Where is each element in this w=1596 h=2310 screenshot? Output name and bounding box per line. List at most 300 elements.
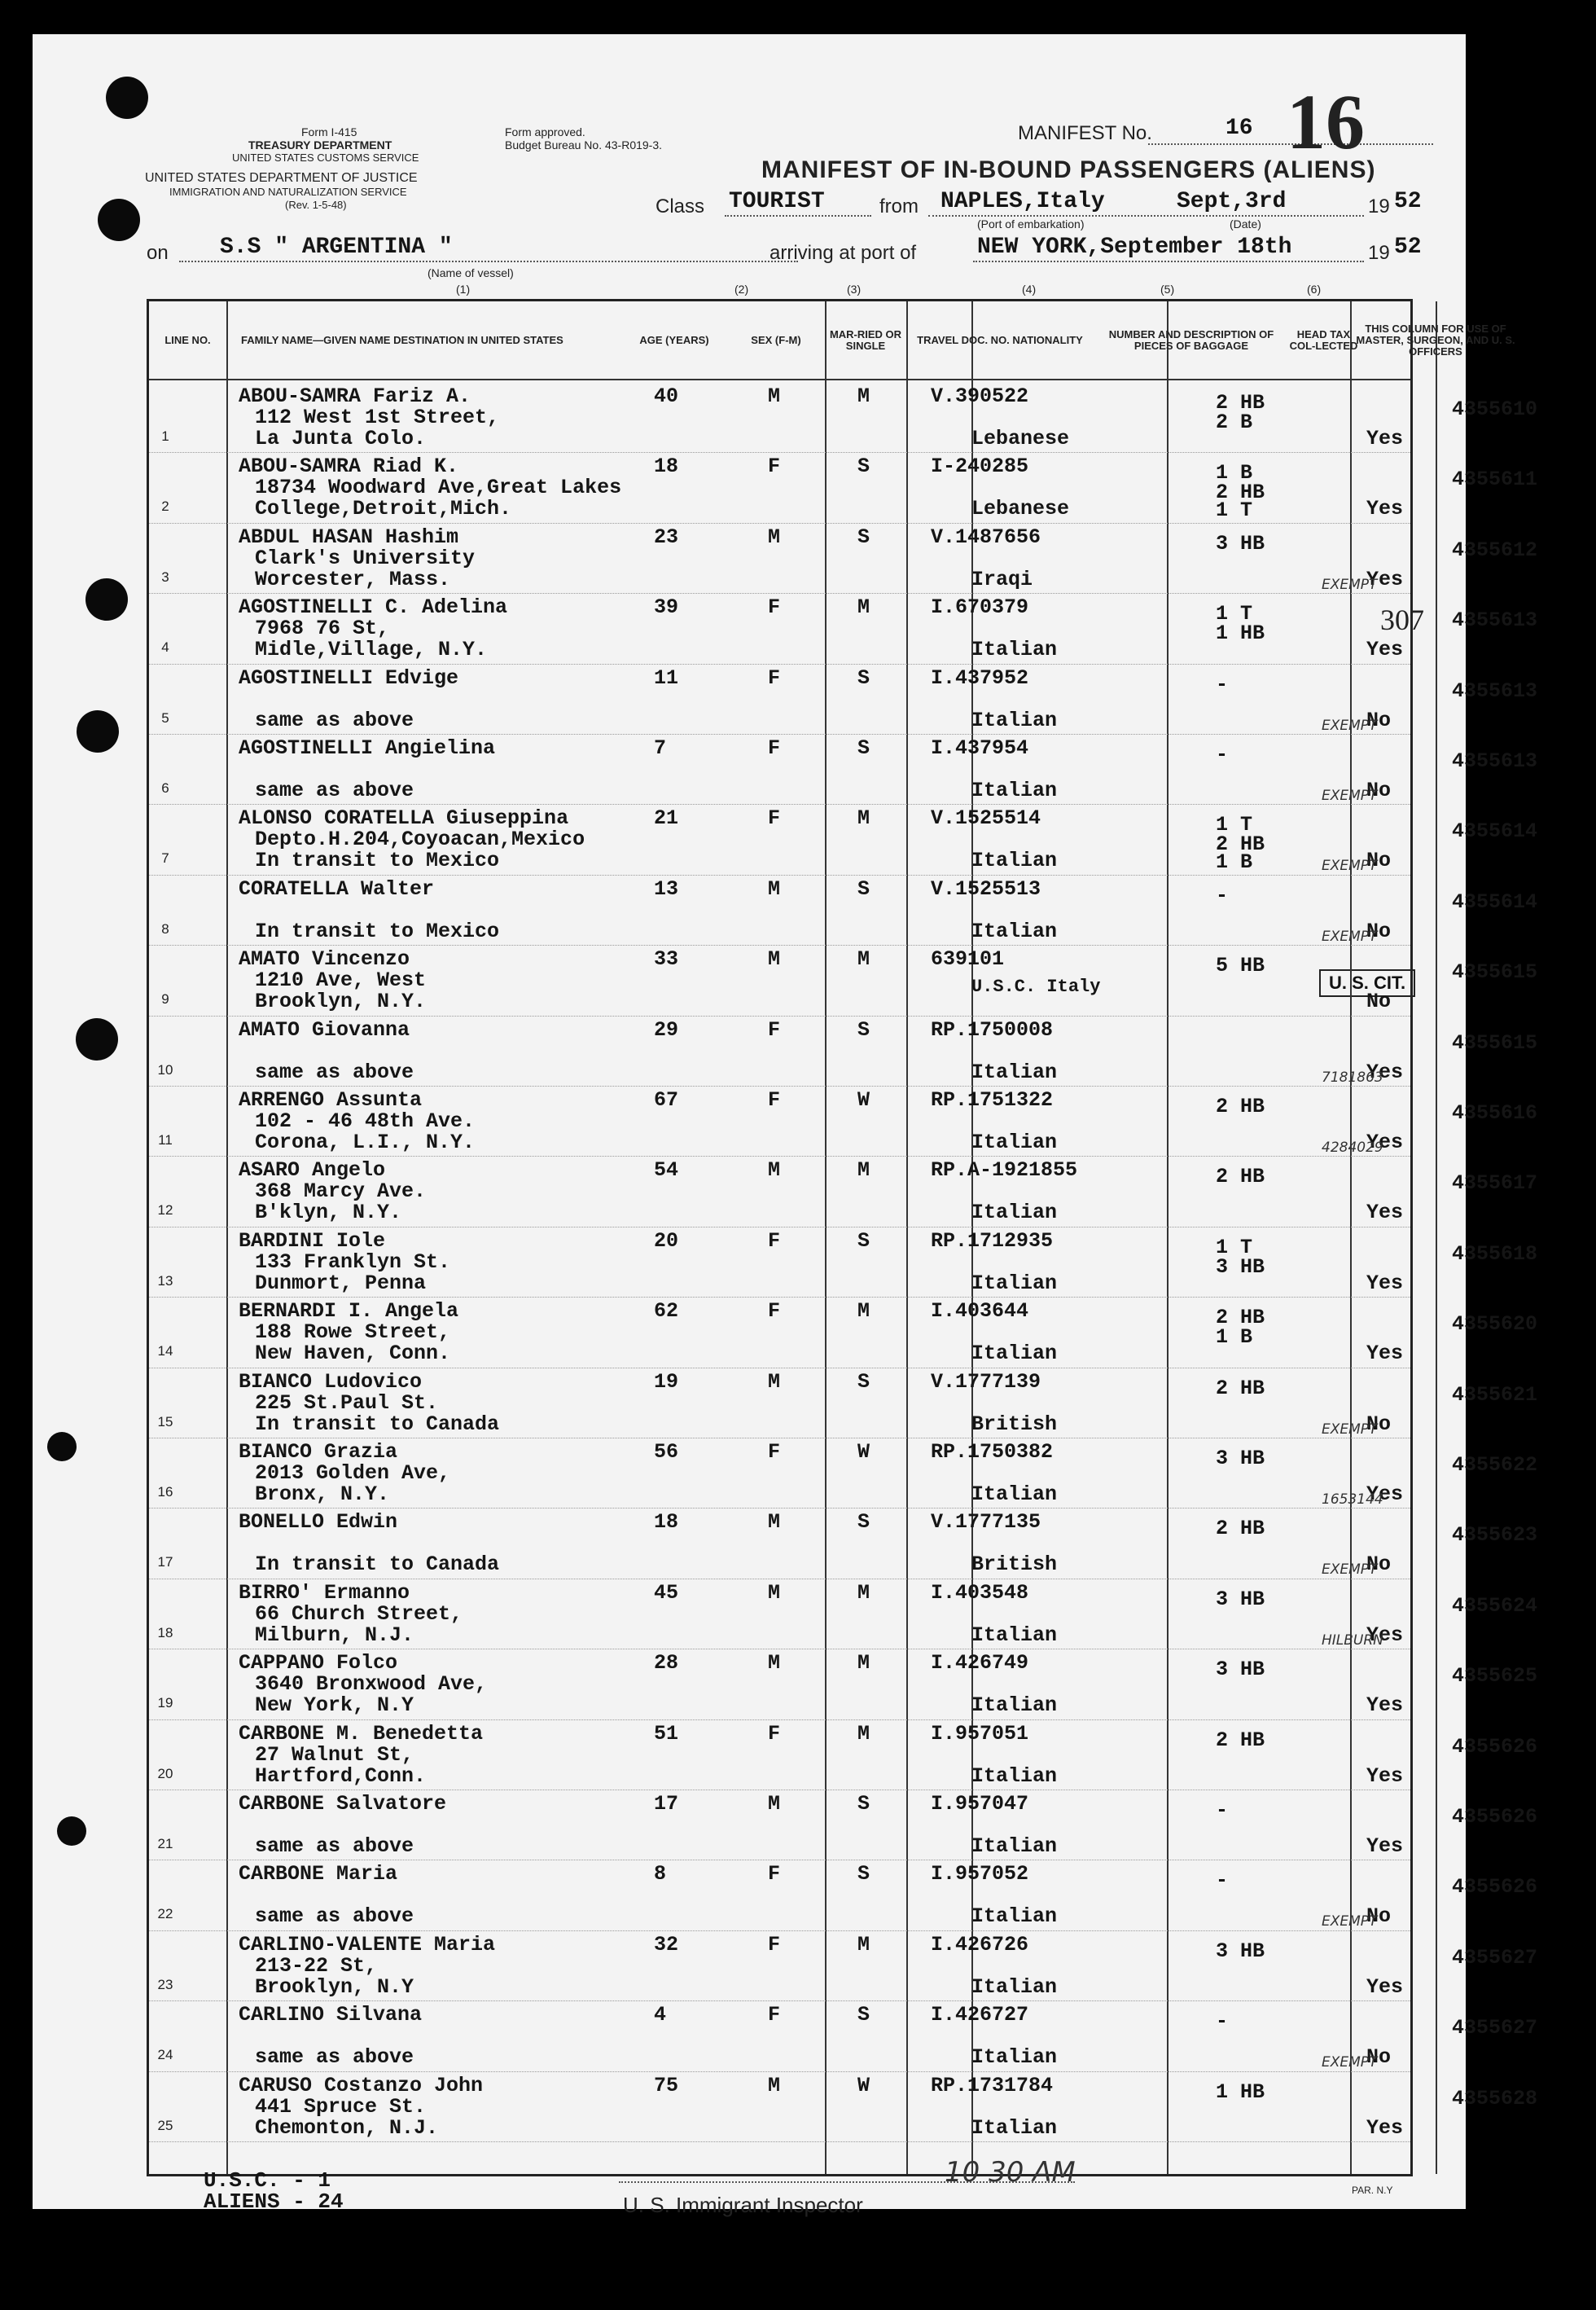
sex-value: M — [768, 384, 781, 408]
baggage-line-1: 3 HB — [1216, 1939, 1265, 1963]
table-row — [149, 594, 1538, 664]
table-row — [149, 1649, 1538, 1719]
line-number: 23 — [157, 1976, 173, 1992]
age-value: 28 — [654, 1651, 679, 1675]
nationality: Italian — [971, 638, 1058, 662]
destination-line-2: Bronx, N.Y. — [255, 1482, 390, 1506]
punch-hole — [98, 199, 140, 241]
officer-number: 4355614 — [1452, 889, 1538, 914]
age-value: 21 — [654, 806, 679, 831]
passenger-table — [147, 299, 1538, 2176]
travel-doc-number: 639101 — [931, 947, 1005, 972]
head-tax-value: Yes — [1366, 1342, 1404, 1366]
travel-doc-number: RP.A-1921855 — [931, 1158, 1078, 1183]
officer-note: EXEMPT — [1322, 1421, 1378, 1438]
officer-number: 4355620 — [1452, 1312, 1538, 1337]
marital-status: S — [857, 1228, 870, 1253]
officer-note: EXEMPT — [1322, 1561, 1378, 1579]
age-value: 32 — [654, 1932, 679, 1956]
marital-status: S — [857, 1369, 870, 1394]
arriving-label: arriving at port of — [770, 242, 917, 264]
officer-number: 4355611 — [1452, 468, 1538, 492]
table-row — [149, 735, 1538, 805]
officer-note: EXEMPT — [1322, 576, 1378, 593]
officer-number: 4355628 — [1452, 2086, 1538, 2110]
nationality: Italian — [971, 849, 1058, 873]
destination-line-2: Midle,Village, N.Y. — [255, 638, 488, 662]
sex-value: F — [768, 1932, 781, 1956]
head-tax-value: Yes — [1366, 1271, 1404, 1295]
travel-doc-number: I.957052 — [931, 1862, 1029, 1886]
line-number: 5 — [161, 709, 169, 726]
marital-status: S — [857, 665, 870, 690]
passenger-name: AMATO Giovanna — [239, 1017, 410, 1042]
destination-line-1: 102 - 46 48th Ave. — [255, 1109, 476, 1133]
table-row — [149, 665, 1538, 735]
marital-status: M — [857, 1651, 870, 1675]
destination-line-2: Hartford,Conn. — [255, 1763, 427, 1788]
marital-status: W — [857, 1440, 870, 1464]
nationality: Italian — [971, 1904, 1058, 1929]
baggage-line-2: 2 HB — [1216, 832, 1265, 857]
head-tax-value: No — [1366, 1904, 1392, 1929]
marital-status: M — [857, 595, 870, 620]
table-row — [149, 1720, 1538, 1790]
age-value: 7 — [654, 736, 667, 760]
class-label: Class — [656, 195, 705, 217]
destination-line-1: 2013 Golden Ave, — [255, 1461, 451, 1485]
punch-hole — [86, 578, 128, 621]
age-value: 75 — [654, 2073, 679, 2097]
vessel-note: (Name of vessel) — [428, 266, 514, 279]
officer-number: 4355617 — [1452, 1171, 1538, 1196]
destination-line-1: 66 Church Street, — [255, 1601, 463, 1626]
destination-line-2: same as above — [255, 1834, 414, 1858]
head-tax-value: No — [1366, 1552, 1392, 1577]
officer-number: 4355618 — [1452, 1241, 1538, 1266]
head-tax-value: No — [1366, 779, 1392, 802]
travel-doc-number: I-240285 — [931, 455, 1029, 479]
usc-badge: U. S. CIT. — [1319, 969, 1415, 997]
passenger-name: CARBONE M. Benedetta — [239, 1721, 484, 1746]
sex-value: F — [768, 1299, 781, 1324]
age-value: 56 — [654, 1440, 679, 1464]
table-row — [149, 805, 1538, 875]
travel-doc-number: I.426749 — [931, 1651, 1029, 1675]
nationality: British — [971, 1412, 1058, 1436]
sex-value: F — [768, 1088, 781, 1112]
inspection-time: 10 30 AM — [945, 2156, 1076, 2189]
officer-number: 4355614 — [1452, 819, 1538, 844]
destination-line-2: Brooklyn, N.Y — [255, 1974, 414, 1999]
col-header-name: FAMILY NAME—GIVEN NAME DESTINATION IN UNITED STATES — [241, 333, 563, 346]
passenger-name: BIANCO Grazia — [239, 1440, 398, 1464]
officer-number: 4355624 — [1452, 1593, 1538, 1618]
age-value: 20 — [654, 1228, 679, 1253]
destination-line-2: Corona, L.I., N.Y. — [255, 1131, 476, 1154]
col-num-2: (2) — [734, 283, 749, 296]
head-tax-value: Yes — [1366, 497, 1404, 521]
nationality: Italian — [971, 1131, 1058, 1154]
line-number: 13 — [157, 1272, 173, 1289]
nationality: Italian — [971, 1342, 1058, 1366]
passenger-name: BONELLO Edwin — [239, 1510, 398, 1535]
marital-status: S — [857, 876, 870, 901]
travel-doc-number: I.437954 — [931, 736, 1029, 760]
table-row — [149, 1368, 1538, 1438]
travel-doc-number: V.390522 — [931, 384, 1029, 408]
year-prefix-2: 19 — [1368, 242, 1390, 264]
sex-value: F — [768, 455, 781, 479]
travel-doc-number: I.426726 — [931, 1932, 1029, 1956]
travel-doc-number: RP.1712935 — [931, 1228, 1054, 1253]
passenger-name: AMATO Vincenzo — [239, 947, 410, 972]
travel-doc-number: V.1525513 — [931, 876, 1041, 901]
age-value: 33 — [654, 947, 679, 972]
passenger-name: ABDUL HASAN Hashim — [239, 525, 459, 549]
head-tax-value: Yes — [1366, 1482, 1404, 1506]
officer-note: EXEMPT — [1322, 2054, 1378, 2071]
line-number: 17 — [157, 1554, 173, 1570]
marital-status: M — [857, 1158, 870, 1183]
travel-doc-number: I.957047 — [931, 1792, 1029, 1816]
passenger-name: CARBONE Maria — [239, 1862, 398, 1886]
marital-status: S — [857, 1017, 870, 1042]
officer-note: 1653144 — [1322, 1491, 1383, 1508]
travel-doc-number: I.670379 — [931, 595, 1029, 620]
inspector-label: U. S. Immigrant Inspector — [623, 2193, 863, 2217]
line-number: 24 — [157, 2047, 173, 2063]
nationality: British — [971, 1552, 1058, 1577]
sex-value: F — [768, 665, 781, 690]
rev-label: (Rev. 1-5-48) — [285, 199, 347, 211]
customs-label: UNITED STATES CUSTOMS SERVICE — [232, 152, 419, 164]
year-2: 52 — [1394, 235, 1422, 260]
manifest-sheet — [33, 34, 1538, 2217]
head-tax-value: Yes — [1366, 567, 1404, 591]
destination-line-2: In transit to Canada — [255, 1552, 500, 1577]
travel-doc-number: I.437952 — [931, 665, 1029, 690]
officer-number: 4355623 — [1452, 1523, 1538, 1548]
marital-status: M — [857, 806, 870, 831]
head-tax-value: Yes — [1366, 427, 1404, 450]
nationality: U.S.C. Italy — [971, 977, 1101, 998]
baggage-line-1: - — [1216, 2009, 1229, 2034]
marital-status: M — [857, 1299, 870, 1324]
officer-note: EXEMPT — [1322, 1913, 1378, 1930]
passenger-name: BARDINI Iole — [239, 1228, 386, 1253]
line-number: 4 — [161, 639, 169, 656]
head-tax-value: Yes — [1366, 1763, 1404, 1788]
sex-value: M — [768, 1580, 781, 1605]
age-value: 4 — [654, 2003, 667, 2027]
nationality: Italian — [971, 1974, 1058, 1999]
destination-line-1: 188 Rowe Street, — [255, 1320, 451, 1345]
justice-label: UNITED STATES DEPARTMENT OF JUSTICE — [145, 171, 418, 185]
table-row — [149, 1227, 1538, 1298]
nationality: Italian — [971, 1201, 1058, 1225]
age-value: 13 — [654, 876, 679, 901]
sex-value: M — [768, 1158, 781, 1183]
destination-line-1: 112 West 1st Street, — [255, 406, 500, 429]
date-note: (Date) — [1230, 217, 1261, 231]
nationality: Italian — [971, 1693, 1058, 1718]
col-num-4: (4) — [1022, 283, 1037, 296]
sex-value: M — [768, 876, 781, 901]
baggage-line-2: 3 HB — [1216, 1254, 1265, 1279]
col-num-5: (5) — [1160, 283, 1175, 296]
sex-value: M — [768, 947, 781, 972]
line-number: 18 — [157, 1624, 173, 1640]
nationality: Lebanese — [971, 427, 1070, 450]
passenger-name: CARLINO-VALENTE Maria — [239, 1932, 496, 1956]
officer-number: 4355625 — [1452, 1664, 1538, 1689]
punch-hole — [76, 1018, 118, 1061]
travel-doc-number: RP.1731784 — [931, 2073, 1054, 2097]
sex-value: M — [768, 1651, 781, 1675]
table-row — [149, 1790, 1538, 1860]
head-tax-value: Yes — [1366, 1131, 1404, 1154]
marital-status: M — [857, 384, 870, 408]
baggage-line-1: 1 B — [1216, 461, 1253, 485]
marital-status: M — [857, 1721, 870, 1746]
passenger-name: ARRENGO Assunta — [239, 1088, 423, 1112]
baggage-line-1: 2 HB — [1216, 1306, 1265, 1330]
age-value: 19 — [654, 1369, 679, 1394]
marital-status: S — [857, 1510, 870, 1535]
line-number: 16 — [157, 1484, 173, 1500]
age-value: 29 — [654, 1017, 679, 1042]
nationality: Italian — [971, 2115, 1058, 2140]
budget-label: Budget Bureau No. 43-R019-3. — [505, 138, 663, 152]
nationality: Iraqi — [971, 567, 1033, 591]
destination-line-1: 441 Spruce St. — [255, 2094, 427, 2119]
table-row — [149, 1298, 1538, 1368]
destination-line-2: same as above — [255, 1060, 414, 1084]
page-title: MANIFEST OF IN-BOUND PASSENGERS (ALIENS) — [761, 156, 1376, 183]
footer-alien-count: ALIENS - 24 — [204, 2189, 344, 2214]
line-number: 10 — [157, 1061, 173, 1078]
baggage-line-2: 1 HB — [1216, 621, 1265, 646]
baggage-line-1: - — [1216, 1869, 1229, 1893]
officer-number: 4355613 — [1452, 679, 1538, 703]
destination-line-2: In transit to Mexico — [255, 919, 500, 943]
sex-value: F — [768, 806, 781, 831]
age-value: 45 — [654, 1580, 679, 1605]
nationality: Italian — [971, 1271, 1058, 1295]
marital-status: W — [857, 2073, 870, 2097]
passenger-name: ALONSO CORATELLA Giuseppina — [239, 806, 569, 831]
sex-value: F — [768, 2003, 781, 2027]
line-number: 25 — [157, 2117, 173, 2133]
destination-line-2: same as above — [255, 1904, 414, 1929]
line-number: 12 — [157, 1202, 173, 1219]
passenger-name: ASARO Angelo — [239, 1158, 386, 1183]
manifest-number: 16 — [1226, 116, 1253, 141]
marital-status: S — [857, 455, 870, 479]
officer-number: 4355626 — [1452, 1805, 1538, 1829]
sex-value: F — [768, 1440, 781, 1464]
punch-hole — [47, 1432, 77, 1461]
age-value: 39 — [654, 595, 679, 620]
destination-line-2: College,Detroit,Mich. — [255, 497, 512, 521]
destination-line-1: 27 Walnut St, — [255, 1742, 414, 1767]
destination-line-2: Milburn, N.J. — [255, 1623, 414, 1647]
baggage-line-1: 2 HB — [1216, 1095, 1265, 1118]
col-header-sex: SEX (F-M) — [751, 333, 801, 346]
officer-number: 4355610 — [1452, 397, 1538, 421]
destination-line-1: 133 Franklyn St. — [255, 1249, 451, 1274]
baggage-line-2: 2 B — [1216, 411, 1253, 434]
nationality: Italian — [971, 1763, 1058, 1788]
destination-line-2: B'klyn, N.Y. — [255, 1201, 402, 1225]
nationality: Italian — [971, 2045, 1058, 2070]
marital-status: S — [857, 1792, 870, 1816]
officer-note: EXEMPT — [1322, 928, 1378, 945]
officer-note: EXEMPT — [1322, 858, 1378, 875]
punch-hole — [106, 77, 148, 119]
sex-value: F — [768, 1862, 781, 1886]
marital-status: M — [857, 1580, 870, 1605]
destination-line-1: Depto.H.204,Coyoacan,Mexico — [255, 828, 585, 852]
from-label: from — [879, 195, 919, 217]
table-row — [149, 1579, 1538, 1649]
destination-line-1: Clark's University — [255, 546, 476, 570]
passenger-name: BERNARDI I. Angela — [239, 1299, 459, 1324]
age-value: 62 — [654, 1299, 679, 1324]
baggage-line-1: 1 HB — [1216, 2079, 1265, 2104]
line-number: 11 — [158, 1132, 173, 1148]
officer-number: 4355616 — [1452, 1101, 1538, 1125]
embark-port: NAPLES,Italy — [940, 189, 1105, 214]
col-num-6: (6) — [1307, 283, 1322, 296]
age-value: 18 — [654, 1510, 679, 1535]
footer-usc-count: U.S.C. - 1 — [204, 2168, 331, 2193]
destination-line-2: In transit to Mexico — [255, 849, 500, 873]
on-label: on — [147, 242, 169, 264]
table-row — [149, 453, 1538, 523]
baggage-line-1: 2 HB — [1216, 1376, 1265, 1400]
col-num-3: (3) — [847, 283, 862, 296]
age-value: 8 — [654, 1862, 667, 1886]
col-num-1: (1) — [456, 283, 471, 296]
baggage-line-1: - — [1216, 883, 1229, 907]
table-row — [149, 1438, 1538, 1509]
sex-value: M — [768, 1369, 781, 1394]
destination-line-1: 7968 76 St, — [255, 617, 390, 641]
passenger-name: CARLINO Silvana — [239, 2003, 423, 2027]
age-value: 54 — [654, 1158, 679, 1183]
officer-number: 4355613 — [1452, 608, 1538, 633]
baggage-line-1: 2 HB — [1216, 1165, 1265, 1189]
table-row — [149, 1509, 1538, 1579]
passenger-name: ABOU-SAMRA Riad K. — [239, 455, 459, 479]
age-value: 11 — [654, 665, 679, 690]
nationality: Lebanese — [971, 497, 1070, 521]
head-tax-value: No — [1366, 2045, 1392, 2070]
head-tax-value: Yes — [1366, 638, 1404, 662]
baggage-line-1: 5 HB — [1216, 954, 1265, 978]
sex-value: M — [768, 1510, 781, 1535]
year-1: 52 — [1394, 189, 1422, 214]
nationality: Italian — [971, 779, 1058, 802]
travel-doc-number: I.403644 — [931, 1299, 1029, 1324]
baggage-line-1: 1 T — [1216, 602, 1253, 626]
table-row — [149, 876, 1538, 946]
baggage-line-1: 2 HB — [1216, 1517, 1265, 1541]
head-tax-value: No — [1366, 849, 1392, 873]
treasury-label: TREASURY DEPARTMENT — [248, 138, 392, 152]
col-header-baggage: NUMBER AND DESCRIPTION OF PIECES OF BAGGAGE — [1108, 327, 1274, 352]
travel-doc-number: I.957051 — [931, 1721, 1029, 1746]
col-header-age: AGE (YEARS) — [639, 333, 709, 346]
marital-status: S — [857, 525, 870, 549]
age-value: 51 — [654, 1721, 679, 1746]
destination-line-2: La Junta Colo. — [255, 427, 427, 450]
head-tax-value: Yes — [1366, 1060, 1404, 1084]
baggage-line-3: 1 B — [1216, 850, 1253, 875]
table-row — [149, 1931, 1538, 2001]
officer-note: 7181863 — [1322, 1069, 1383, 1086]
baggage-line-1: 3 HB — [1216, 1587, 1265, 1611]
embark-note: (Port of embarkation) — [977, 217, 1085, 231]
travel-doc-number: RP.1750008 — [931, 1017, 1054, 1042]
officer-number: 4355627 — [1452, 1945, 1538, 1970]
table-row — [149, 1087, 1538, 1157]
col-header-line: LINE NO. — [164, 333, 211, 346]
form-number: Form I-415 — [301, 125, 357, 138]
year-prefix-1: 19 — [1368, 195, 1390, 217]
head-tax-value: Yes — [1366, 1974, 1404, 1999]
nationality: Italian — [971, 919, 1058, 943]
ins-label: IMMIGRATION AND NATURALIZATION SERVICE — [169, 186, 407, 198]
officer-number: 4355612 — [1452, 538, 1538, 562]
marital-status: W — [857, 1088, 870, 1112]
head-tax-value: No — [1366, 919, 1392, 943]
line-number: 21 — [157, 1836, 173, 1851]
passenger-name: ABOU-SAMRA Fariz A. — [239, 384, 471, 408]
passenger-name: AGOSTINELLI Angielina — [239, 736, 496, 760]
nationality: Italian — [971, 1060, 1058, 1084]
line-number: 15 — [157, 1413, 173, 1429]
passenger-name: AGOSTINELLI Edvige — [239, 665, 459, 690]
travel-doc-number: V.1487656 — [931, 525, 1041, 549]
head-tax-value: No — [1366, 1412, 1392, 1436]
age-value: 18 — [654, 455, 679, 479]
officer-number: 4355613 — [1452, 749, 1538, 773]
line-number: 3 — [161, 569, 169, 585]
sex-value: F — [768, 595, 781, 620]
marital-status: S — [857, 2003, 870, 2027]
col-header-married: MAR-RIED OR SINGLE — [829, 327, 902, 352]
officer-note: 4284029 — [1322, 1140, 1383, 1156]
manifest-label: MANIFEST No. — [1018, 122, 1152, 144]
marital-status: M — [857, 947, 870, 972]
sex-value: F — [768, 1228, 781, 1253]
officer-number: 4355626 — [1452, 1734, 1538, 1759]
age-value: 67 — [654, 1088, 679, 1112]
travel-doc-number: V.1777135 — [931, 1510, 1041, 1535]
destination-line-2: Brooklyn, N.Y. — [255, 990, 427, 1014]
sex-value: M — [768, 2073, 781, 2097]
table-row — [149, 2072, 1538, 2142]
table-row — [149, 383, 1538, 453]
table-row — [149, 1017, 1538, 1087]
destination-line-1: 1210 Ave, West — [255, 968, 427, 993]
table-row — [149, 524, 1538, 594]
baggage-line-1: - — [1216, 672, 1229, 696]
officer-note: HILBURN — [1322, 1631, 1383, 1649]
